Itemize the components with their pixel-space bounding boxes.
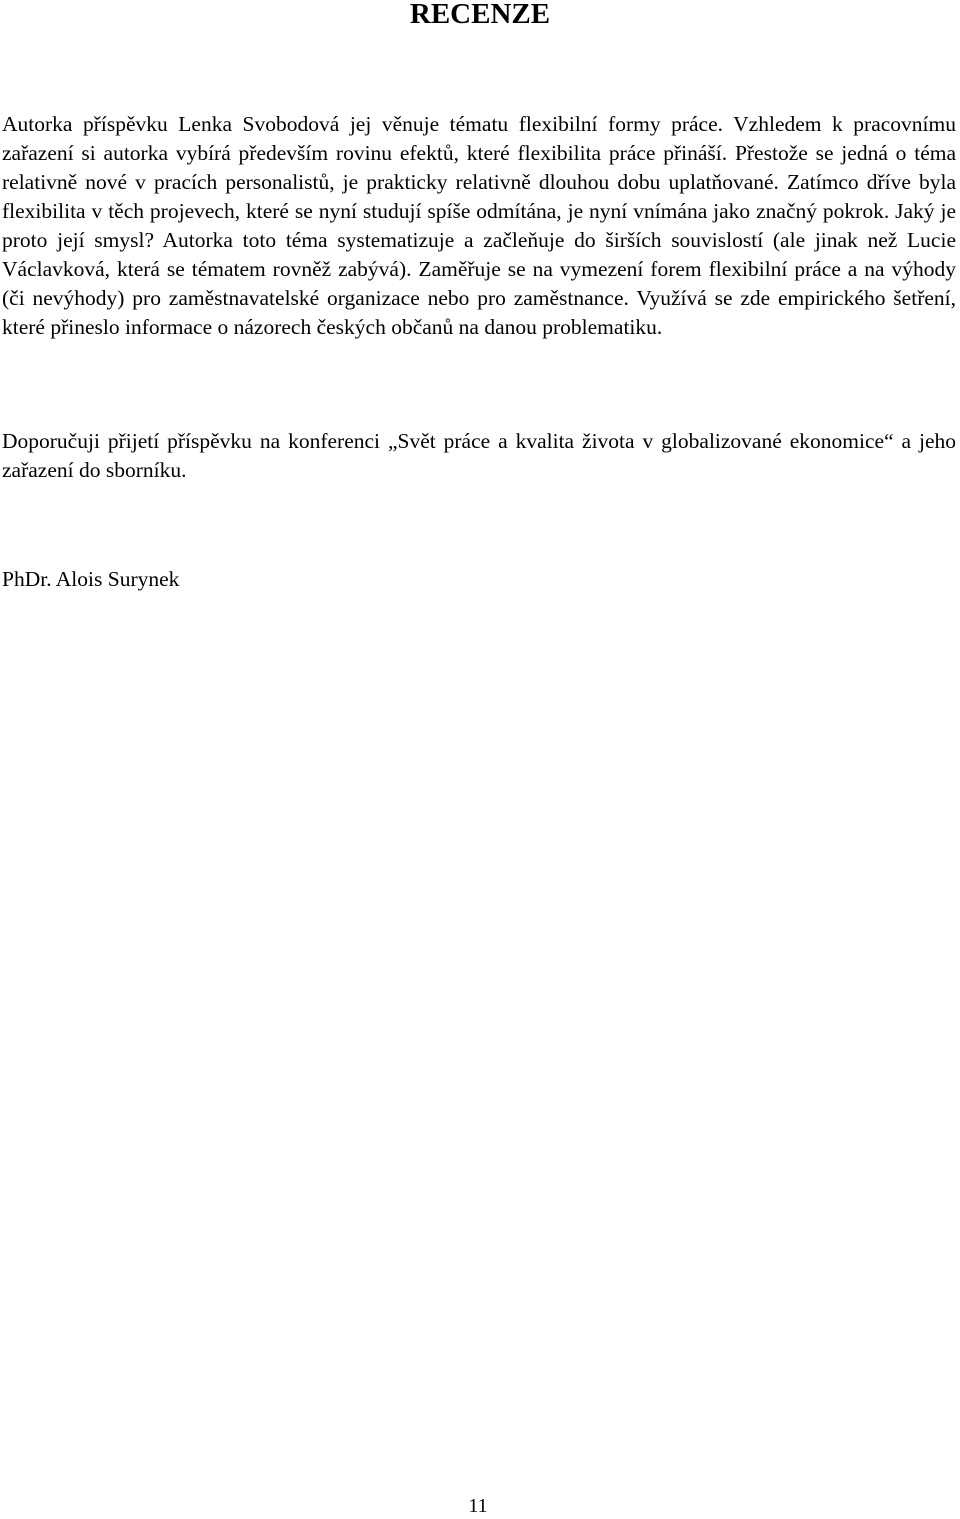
reviewer-signature: PhDr. Alois Surynek: [2, 567, 180, 591]
page-number: 11: [468, 1495, 488, 1517]
recommendation-paragraph: Doporučuji přijetí příspěvku na konferenci „Svět práce a kvalita života v globalizované ekonomice“ a jeho zařazení do sborníku.: [2, 429, 956, 482]
review-paragraph: Autorka příspěvku Lenka Svobodová jej věnuje tématu flexibilní formy práce. Vzhledem k pracovnímu zařazení si autorka vybírá především rovinu efektů, které flexibilita práce přináší. Přestože se jedná o téma relativně nové v pracích personalistů, je prakticky relativně dlouhou dobu uplatňované. Zatímco dříve byla flexibilita v těch projevech, které se nyní studují spíše odmítána, je nyní vnímána jako značný pokrok. Jaký je proto její smysl? Autorka toto téma systematizuje a začleňuje do širších souvislostí (ale jinak než Lucie Václavková, která se tématem rovněž zabývá). Zaměřuje se na vymezení forem flexibilní práce a na výhody (či nevýhody) pro zaměstnavatelské organizace nebo pro zaměstnance. Využívá se zde empirického šetření, které přineslo informace o názorech českých občanů na danou problematiku.: [2, 112, 956, 339]
page-title: RECENZE: [409, 0, 551, 30]
